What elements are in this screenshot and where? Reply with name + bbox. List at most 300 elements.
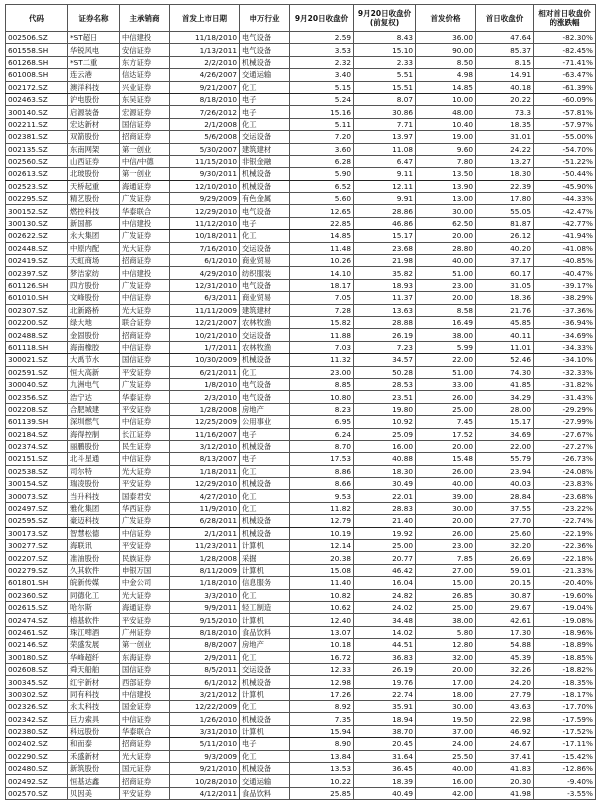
- cell-name: 禾盛新材: [68, 750, 120, 762]
- cell-first-day-close: 34.29: [476, 391, 534, 403]
- cell-adjusted-close: 28.88: [354, 316, 416, 328]
- cell-listing-date: 5/11/2010: [170, 738, 240, 750]
- table-row: [6, 787, 596, 799]
- cell-change-pct: -40.47%: [534, 267, 596, 279]
- cell-underwriter: 中信建投: [120, 688, 170, 700]
- cell-listing-date: 2/1/2008: [170, 118, 240, 130]
- table-row: [6, 676, 596, 688]
- cell-ipo-price: 20.00: [416, 663, 476, 675]
- cell-code: 002184.SZ: [6, 428, 68, 440]
- cell-listing-date: 6/1/2010: [170, 255, 240, 267]
- cell-ipo-price: 33.00: [416, 378, 476, 390]
- cell-listing-date: 3/21/2012: [170, 688, 240, 700]
- stock-table-container: [5, 4, 595, 800]
- cell-ipo-price: 30.00: [416, 205, 476, 217]
- cell-change-pct: -3.55%: [534, 787, 596, 799]
- cell-first-day-close: 47.64: [476, 32, 534, 44]
- cell-ipo-price: 15.00: [416, 577, 476, 589]
- cell-close-price: 16.72: [290, 651, 354, 663]
- cell-name: 永大集团: [68, 230, 120, 242]
- cell-name: 浩宁达: [68, 391, 120, 403]
- cell-change-pct: -23.83%: [534, 478, 596, 490]
- cell-code: 601008.SH: [6, 69, 68, 81]
- cell-code: 002151.SZ: [6, 453, 68, 465]
- table-row: [6, 738, 596, 750]
- cell-underwriter: 华泰证券: [120, 391, 170, 403]
- cell-adjusted-close: 26.19: [354, 663, 416, 675]
- table-header-row: [6, 5, 596, 32]
- cell-first-day-close: 24.20: [476, 676, 534, 688]
- cell-industry: 电子: [240, 453, 290, 465]
- cell-listing-date: 3/12/2010: [170, 440, 240, 452]
- cell-ipo-price: 38.00: [416, 329, 476, 341]
- cell-change-pct: -18.89%: [534, 639, 596, 651]
- cell-change-pct: -39.17%: [534, 279, 596, 291]
- cell-first-day-close: 25.60: [476, 527, 534, 539]
- cell-adjusted-close: 16.00: [354, 440, 416, 452]
- cell-first-day-close: 24.67: [476, 738, 534, 750]
- cell-listing-date: 7/16/2010: [170, 242, 240, 254]
- cell-code: 002492.SZ: [6, 775, 68, 787]
- table-row: [6, 292, 596, 304]
- header-underwriter: 主承销商: [120, 5, 170, 32]
- cell-change-pct: -31.43%: [534, 391, 596, 403]
- cell-close-price: 8.86: [290, 465, 354, 477]
- cell-industry: 纺织服装: [240, 267, 290, 279]
- cell-adjusted-close: 15.17: [354, 230, 416, 242]
- cell-close-price: 10.18: [290, 639, 354, 651]
- cell-code: 601118.SH: [6, 341, 68, 353]
- header-name: 证券名称: [68, 5, 120, 32]
- cell-listing-date: 10/30/2009: [170, 354, 240, 366]
- cell-change-pct: -41.08%: [534, 242, 596, 254]
- cell-ipo-price: 30.00: [416, 701, 476, 713]
- cell-change-pct: -82.45%: [534, 44, 596, 56]
- cell-industry: 电气设备: [240, 391, 290, 403]
- cell-adjusted-close: 25.09: [354, 428, 416, 440]
- cell-code: 002480.SZ: [6, 763, 68, 775]
- cell-adjusted-close: 19.76: [354, 676, 416, 688]
- cell-industry: 交运设备: [240, 131, 290, 143]
- cell-adjusted-close: 40.49: [354, 787, 416, 799]
- cell-industry: 交运设备: [240, 242, 290, 254]
- cell-code: 002207.SZ: [6, 552, 68, 564]
- cell-industry: 采掘: [240, 552, 290, 564]
- cell-underwriter: 广发证券: [120, 515, 170, 527]
- cell-first-day-close: 28.84: [476, 490, 534, 502]
- cell-industry: 非银金融: [240, 155, 290, 167]
- cell-code: 002402.SZ: [6, 738, 68, 750]
- cell-industry: 房地产: [240, 403, 290, 415]
- cell-name: 丽鹏股份: [68, 440, 120, 452]
- cell-industry: 化工: [240, 366, 290, 378]
- table-row: [6, 316, 596, 328]
- cell-industry: 电气设备: [240, 378, 290, 390]
- table-row: [6, 106, 596, 118]
- cell-change-pct: -27.99%: [534, 416, 596, 428]
- table-row: [6, 143, 596, 155]
- cell-change-pct: -45.90%: [534, 180, 596, 192]
- cell-close-price: 12.79: [290, 515, 354, 527]
- cell-adjusted-close: 15.10: [354, 44, 416, 56]
- cell-code: 300173.SZ: [6, 527, 68, 539]
- cell-ipo-price: 32.00: [416, 651, 476, 663]
- cell-adjusted-close: 7.71: [354, 118, 416, 130]
- table-row: [6, 614, 596, 626]
- cell-close-price: 8.23: [290, 403, 354, 415]
- cell-first-day-close: 45.85: [476, 316, 534, 328]
- cell-listing-date: 8/5/2011: [170, 663, 240, 675]
- cell-ipo-price: 62.50: [416, 217, 476, 229]
- cell-change-pct: -32.33%: [534, 366, 596, 378]
- cell-listing-date: 1/28/2008: [170, 552, 240, 564]
- cell-ipo-price: 23.00: [416, 540, 476, 552]
- cell-close-price: 9.53: [290, 490, 354, 502]
- cell-underwriter: 光大证券: [120, 304, 170, 316]
- cell-change-pct: -31.82%: [534, 378, 596, 390]
- cell-change-pct: -22.36%: [534, 540, 596, 552]
- table-row: [6, 651, 596, 663]
- cell-adjusted-close: 30.49: [354, 478, 416, 490]
- cell-close-price: 12.98: [290, 676, 354, 688]
- cell-name: 沪电股份: [68, 93, 120, 105]
- cell-underwriter: 平安证券: [120, 540, 170, 552]
- cell-code: 002295.SZ: [6, 193, 68, 205]
- cell-ipo-price: 13.00: [416, 193, 476, 205]
- cell-industry: 化工: [240, 81, 290, 93]
- cell-industry: 电气设备: [240, 32, 290, 44]
- cell-change-pct: -17.11%: [534, 738, 596, 750]
- cell-listing-date: 9/9/2011: [170, 601, 240, 613]
- cell-adjusted-close: 24.02: [354, 601, 416, 613]
- stock-table: [5, 4, 596, 800]
- cell-first-day-close: 34.69: [476, 428, 534, 440]
- table-row: [6, 155, 596, 167]
- cell-listing-date: 5/30/2007: [170, 143, 240, 155]
- cell-code: 002613.SZ: [6, 168, 68, 180]
- cell-close-price: 13.07: [290, 626, 354, 638]
- cell-code: 002461.SZ: [6, 626, 68, 638]
- cell-underwriter: 中信证券: [120, 292, 170, 304]
- cell-change-pct: -17.52%: [534, 725, 596, 737]
- cell-ipo-price: 20.00: [416, 440, 476, 452]
- cell-change-pct: -12.86%: [534, 763, 596, 775]
- cell-close-price: 11.82: [290, 502, 354, 514]
- cell-close-price: 11.88: [290, 329, 354, 341]
- cell-underwriter: 第一创业: [120, 143, 170, 155]
- cell-ipo-price: 28.80: [416, 242, 476, 254]
- cell-underwriter: 中信证券: [120, 341, 170, 353]
- cell-name: 精艺股份: [68, 193, 120, 205]
- table-row: [6, 242, 596, 254]
- cell-listing-date: 1/8/2010: [170, 378, 240, 390]
- cell-close-price: 15.16: [290, 106, 354, 118]
- cell-adjusted-close: 24.82: [354, 589, 416, 601]
- cell-listing-date: 12/25/2009: [170, 416, 240, 428]
- cell-first-day-close: 18.35: [476, 118, 534, 130]
- cell-adjusted-close: 15.51: [354, 81, 416, 93]
- cell-underwriter: 宏源证券: [120, 106, 170, 118]
- cell-ipo-price: 17.00: [416, 676, 476, 688]
- cell-underwriter: 广州证券: [120, 626, 170, 638]
- cell-code: 002342.SZ: [6, 713, 68, 725]
- cell-adjusted-close: 35.82: [354, 267, 416, 279]
- cell-close-price: 8.92: [290, 701, 354, 713]
- cell-close-price: 7.03: [290, 341, 354, 353]
- cell-close-price: 14.10: [290, 267, 354, 279]
- cell-listing-date: 8/8/2007: [170, 639, 240, 651]
- cell-listing-date: 12/29/2010: [170, 205, 240, 217]
- cell-ipo-price: 22.00: [416, 354, 476, 366]
- cell-underwriter: 中信建投: [120, 217, 170, 229]
- cell-ipo-price: 51.00: [416, 366, 476, 378]
- cell-name: 永太科技: [68, 701, 120, 713]
- cell-code: 002538.SZ: [6, 465, 68, 477]
- cell-ipo-price: 39.00: [416, 490, 476, 502]
- cell-industry: 机械设备: [240, 168, 290, 180]
- cell-close-price: 6.52: [290, 180, 354, 192]
- cell-change-pct: -17.70%: [534, 701, 596, 713]
- cell-adjusted-close: 9.91: [354, 193, 416, 205]
- cell-code: 300130.SZ: [6, 217, 68, 229]
- cell-first-day-close: 45.39: [476, 651, 534, 663]
- cell-change-pct: -22.74%: [534, 515, 596, 527]
- table-row: [6, 701, 596, 713]
- cell-name: 绿大地: [68, 316, 120, 328]
- cell-change-pct: -18.35%: [534, 676, 596, 688]
- cell-ipo-price: 19.50: [416, 713, 476, 725]
- cell-close-price: 3.40: [290, 69, 354, 81]
- cell-listing-date: 9/15/2010: [170, 614, 240, 626]
- cell-industry: 农林牧渔: [240, 341, 290, 353]
- cell-industry: 机械设备: [240, 676, 290, 688]
- cell-close-price: 3.60: [290, 143, 354, 155]
- cell-industry: 食品饮料: [240, 787, 290, 799]
- cell-name: 深圳燃气: [68, 416, 120, 428]
- cell-ipo-price: 25.00: [416, 601, 476, 613]
- cell-first-day-close: 40.18: [476, 81, 534, 93]
- cell-listing-date: 11/23/2011: [170, 540, 240, 552]
- cell-change-pct: -42.77%: [534, 217, 596, 229]
- cell-industry: 商业贸易: [240, 255, 290, 267]
- cell-close-price: 6.28: [290, 155, 354, 167]
- cell-name: 同德化工: [68, 589, 120, 601]
- cell-listing-date: 11/16/2007: [170, 428, 240, 440]
- cell-change-pct: -41.94%: [534, 230, 596, 242]
- cell-code: 300021.SZ: [6, 354, 68, 366]
- cell-name: 北斗星通: [68, 453, 120, 465]
- cell-code: 002146.SZ: [6, 639, 68, 651]
- cell-industry: 机械设备: [240, 354, 290, 366]
- cell-name: 同有科技: [68, 688, 120, 700]
- cell-listing-date: 3/31/2010: [170, 725, 240, 737]
- cell-industry: 化工: [240, 465, 290, 477]
- cell-underwriter: 信达证券: [120, 69, 170, 81]
- cell-adjusted-close: 18.94: [354, 713, 416, 725]
- table-row: [6, 552, 596, 564]
- cell-adjusted-close: 7.23: [354, 341, 416, 353]
- cell-underwriter: 国信证券: [120, 118, 170, 130]
- cell-industry: 房地产: [240, 639, 290, 651]
- cell-industry: 计算机: [240, 540, 290, 552]
- cell-listing-date: 1/26/2010: [170, 713, 240, 725]
- cell-listing-date: 9/30/2011: [170, 168, 240, 180]
- cell-code: 002356.SZ: [6, 391, 68, 403]
- cell-underwriter: 招商证券: [120, 738, 170, 750]
- cell-first-day-close: 30.87: [476, 589, 534, 601]
- cell-first-day-close: 59.01: [476, 564, 534, 576]
- cell-adjusted-close: 23.51: [354, 391, 416, 403]
- cell-underwriter: 中金公司: [120, 577, 170, 589]
- cell-listing-date: 11/15/2010: [170, 155, 240, 167]
- cell-close-price: 23.00: [290, 366, 354, 378]
- cell-underwriter: 西部证券: [120, 676, 170, 688]
- cell-adjusted-close: 50.28: [354, 366, 416, 378]
- cell-adjusted-close: 36.83: [354, 651, 416, 663]
- cell-adjusted-close: 28.53: [354, 378, 416, 390]
- cell-change-pct: -50.44%: [534, 168, 596, 180]
- cell-change-pct: -23.22%: [534, 502, 596, 514]
- cell-first-day-close: 40.20: [476, 242, 534, 254]
- cell-name: 珠江啤酒: [68, 626, 120, 638]
- cell-first-day-close: 43.63: [476, 701, 534, 713]
- cell-underwriter: 东吴证券: [120, 93, 170, 105]
- cell-name: 海联讯: [68, 540, 120, 552]
- cell-adjusted-close: 34.48: [354, 614, 416, 626]
- cell-first-day-close: 32.26: [476, 663, 534, 675]
- cell-change-pct: -38.29%: [534, 292, 596, 304]
- cell-name: 华峰超纤: [68, 651, 120, 663]
- cell-close-price: 14.85: [290, 230, 354, 242]
- cell-first-day-close: 24.22: [476, 143, 534, 155]
- cell-first-day-close: 17.80: [476, 193, 534, 205]
- cell-adjusted-close: 46.86: [354, 217, 416, 229]
- table-row: [6, 490, 596, 502]
- cell-first-day-close: 27.70: [476, 515, 534, 527]
- cell-close-price: 7.28: [290, 304, 354, 316]
- cell-close-price: 11.40: [290, 577, 354, 589]
- cell-code: 002463.SZ: [6, 93, 68, 105]
- table-row: [6, 440, 596, 452]
- cell-underwriter: 东海证券: [120, 651, 170, 663]
- cell-first-day-close: 14.91: [476, 69, 534, 81]
- cell-close-price: 10.26: [290, 255, 354, 267]
- cell-industry: 机械设备: [240, 713, 290, 725]
- cell-ipo-price: 48.00: [416, 106, 476, 118]
- cell-adjusted-close: 13.97: [354, 131, 416, 143]
- cell-close-price: 13.84: [290, 750, 354, 762]
- cell-listing-date: 2/1/2011: [170, 527, 240, 539]
- cell-listing-date: 4/29/2010: [170, 267, 240, 279]
- cell-adjusted-close: 34.57: [354, 354, 416, 366]
- cell-first-day-close: 81.87: [476, 217, 534, 229]
- cell-listing-date: 1/18/2011: [170, 465, 240, 477]
- cell-name: 宏达新材: [68, 118, 120, 130]
- cell-close-price: 12.33: [290, 663, 354, 675]
- cell-industry: 交通运输: [240, 69, 290, 81]
- cell-industry: 电子: [240, 738, 290, 750]
- cell-change-pct: -34.33%: [534, 341, 596, 353]
- header-adjusted-close: 9月20日收盘价(前复权): [354, 5, 416, 32]
- cell-change-pct: -22.18%: [534, 552, 596, 564]
- header-ipo-price: 首发价格: [416, 5, 476, 32]
- cell-change-pct: -54.70%: [534, 143, 596, 155]
- cell-ipo-price: 20.00: [416, 230, 476, 242]
- cell-first-day-close: 52.46: [476, 354, 534, 366]
- cell-first-day-close: 73.3: [476, 106, 534, 118]
- cell-first-day-close: 41.85: [476, 378, 534, 390]
- cell-close-price: 5.90: [290, 168, 354, 180]
- cell-ipo-price: 23.00: [416, 279, 476, 291]
- cell-name: 准油股份: [68, 552, 120, 564]
- table-row: [6, 527, 596, 539]
- cell-underwriter: 中信建投: [120, 32, 170, 44]
- cell-listing-date: 5/6/2008: [170, 131, 240, 143]
- cell-name: 文峰股份: [68, 292, 120, 304]
- cell-underwriter: 第一创业: [120, 168, 170, 180]
- cell-industry: 公用事业: [240, 416, 290, 428]
- cell-adjusted-close: 18.93: [354, 279, 416, 291]
- table-row: [6, 515, 596, 527]
- cell-code: 601801.SH: [6, 577, 68, 589]
- cell-name: 大禹节水: [68, 354, 120, 366]
- cell-adjusted-close: 40.88: [354, 453, 416, 465]
- cell-ipo-price: 8.58: [416, 304, 476, 316]
- cell-underwriter: 广发证券: [120, 279, 170, 291]
- cell-adjusted-close: 18.30: [354, 465, 416, 477]
- cell-underwriter: 光大证券: [120, 750, 170, 762]
- cell-adjusted-close: 28.83: [354, 502, 416, 514]
- cell-listing-date: 6/1/2012: [170, 676, 240, 688]
- cell-adjusted-close: 5.51: [354, 69, 416, 81]
- cell-listing-date: 9/29/2009: [170, 193, 240, 205]
- table-row: [6, 763, 596, 775]
- cell-close-price: 25.85: [290, 787, 354, 799]
- cell-name: 九洲电气: [68, 378, 120, 390]
- cell-listing-date: 12/21/2007: [170, 316, 240, 328]
- cell-underwriter: 第一创业: [120, 639, 170, 651]
- cell-first-day-close: 60.17: [476, 267, 534, 279]
- cell-underwriter: 平安证券: [120, 478, 170, 490]
- table-row: [6, 366, 596, 378]
- cell-first-day-close: 54.88: [476, 639, 534, 651]
- cell-listing-date: 4/27/2010: [170, 490, 240, 502]
- cell-adjusted-close: 13.63: [354, 304, 416, 316]
- cell-underwriter: 安信证券: [120, 44, 170, 56]
- cell-ipo-price: 36.00: [416, 32, 476, 44]
- cell-close-price: 7.20: [290, 131, 354, 143]
- cell-underwriter: 长江证券: [120, 428, 170, 440]
- cell-industry: 轻工制造: [240, 601, 290, 613]
- cell-ipo-price: 25.00: [416, 403, 476, 415]
- cell-code: 002326.SZ: [6, 701, 68, 713]
- table-row: [6, 416, 596, 428]
- cell-first-day-close: 31.05: [476, 279, 534, 291]
- cell-close-price: 10.22: [290, 775, 354, 787]
- cell-code: 002279.SZ: [6, 564, 68, 576]
- cell-change-pct: -34.69%: [534, 329, 596, 341]
- cell-underwriter: 招商证券: [120, 131, 170, 143]
- cell-first-day-close: 31.01: [476, 131, 534, 143]
- cell-change-pct: -44.33%: [534, 193, 596, 205]
- cell-close-price: 2.59: [290, 32, 354, 44]
- cell-adjusted-close: 28.86: [354, 205, 416, 217]
- cell-first-day-close: 32.20: [476, 540, 534, 552]
- cell-first-day-close: 8.15: [476, 56, 534, 68]
- cell-code: 002488.SZ: [6, 329, 68, 341]
- cell-name: 北新路桥: [68, 304, 120, 316]
- cell-adjusted-close: 30.86: [354, 106, 416, 118]
